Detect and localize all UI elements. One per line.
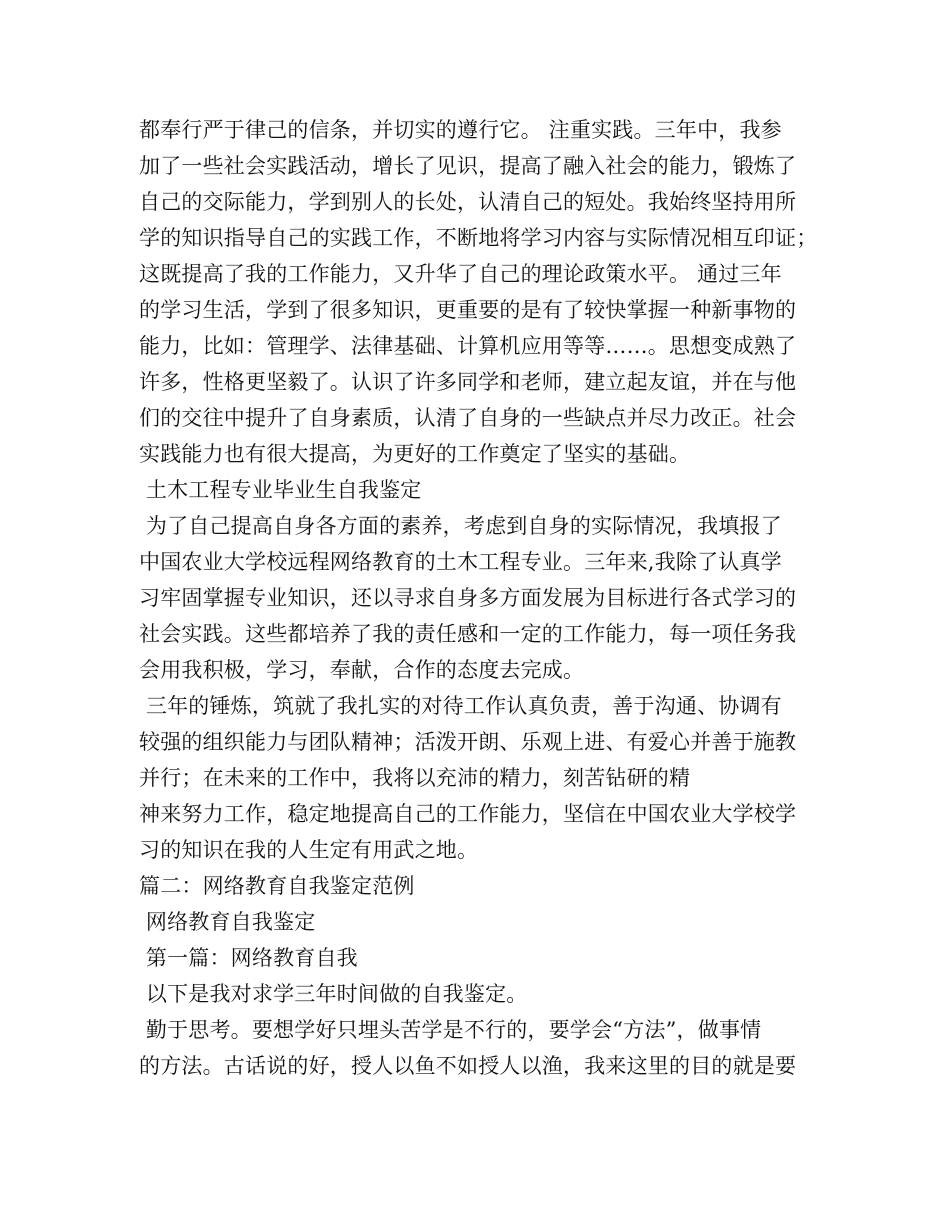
text-line: 许多，性格更坚毅了。认识了许多同学和老师，建立起友谊，并在与他 [139, 370, 797, 394]
text-line: 三年的锤炼，筑就了我扎实的对待工作认真负责，善于沟通、协调有 [139, 694, 782, 718]
text-line: 的学习生活，学到了很多知识，更重要的是有了较快掌握一种新事物的 [139, 298, 797, 322]
section-heading: 第一篇：网络教育自我 [139, 946, 358, 970]
text-line: 实践能力也有很大提高，为更好的工作奠定了坚实的基础。 [139, 442, 691, 466]
text-line: 的方法。古话说的好，授人以鱼不如授人以渔，我来这里的目的就是要 [139, 1054, 797, 1078]
text-line: 勤于思考。要想学好只埋头苦学是不行的，要学会“方法”，做事情 [139, 1018, 762, 1042]
text-line: 会用我积极，学习，奉献，合作的态度去完成。 [139, 658, 585, 682]
text-line: 这既提高了我的工作能力，又升华了自己的理论政策水平。 通过三年 [139, 262, 782, 286]
section-heading: 篇二：网络教育自我鉴定范例 [139, 874, 415, 898]
text-line: 中国农业大学校远程网络教育的土木工程专业。三年来,我除了认真学 [139, 550, 782, 574]
text-line: 加了一些社会实践活动，增长了见识，提高了融入社会的能力，锻炼了 [139, 154, 797, 178]
text-line: 自己的交际能力，学到别人的长处，认清自己的短处。我始终坚持用所 [139, 190, 797, 214]
text-line: 为了自己提高自身各方面的素养，考虑到自身的实际情况，我填报了 [139, 514, 782, 538]
text-line: 并行；在未来的工作中，我将以充沛的精力，刻苦钻研的精 [139, 766, 691, 790]
text-line: 较强的组织能力与团队精神；活泼开朗、乐观上进、有爱心并善于施教 [139, 730, 797, 754]
text-line: 习的知识在我的人生定有用武之地。 [139, 838, 479, 862]
text-line: 神来努力工作，稳定地提高自己的工作能力，坚信在中国农业大学校学 [139, 802, 797, 826]
text-line: 社会实践。这些都培养了我的责任感和一定的工作能力，每一项任务我 [139, 622, 797, 646]
section-heading: 土木工程专业毕业生自我鉴定 [139, 478, 422, 502]
text-line: 以下是我对求学三年时间做的自我鉴定。 [139, 982, 528, 1006]
text-line: 都奉行严于律己的信条，并切实的遵行它。 注重实践。三年中，我参 [139, 118, 782, 142]
text-line: 们的交往中提升了自身素质，认清了自身的一些缺点并尽力改正。社会 [139, 406, 797, 430]
section-heading: 网络教育自我鉴定 [139, 910, 316, 934]
text-line: 学的知识指导自己的实践工作，不断地将学习内容与实际情况相互印证； [139, 226, 818, 250]
text-line: 能力，比如：管理学、法律基础、计算机应用等等……。思想变成熟了 [139, 334, 797, 358]
text-line: 习牢固掌握专业知识，还以寻求自身多方面发展为目标进行各式学习的 [139, 586, 797, 610]
